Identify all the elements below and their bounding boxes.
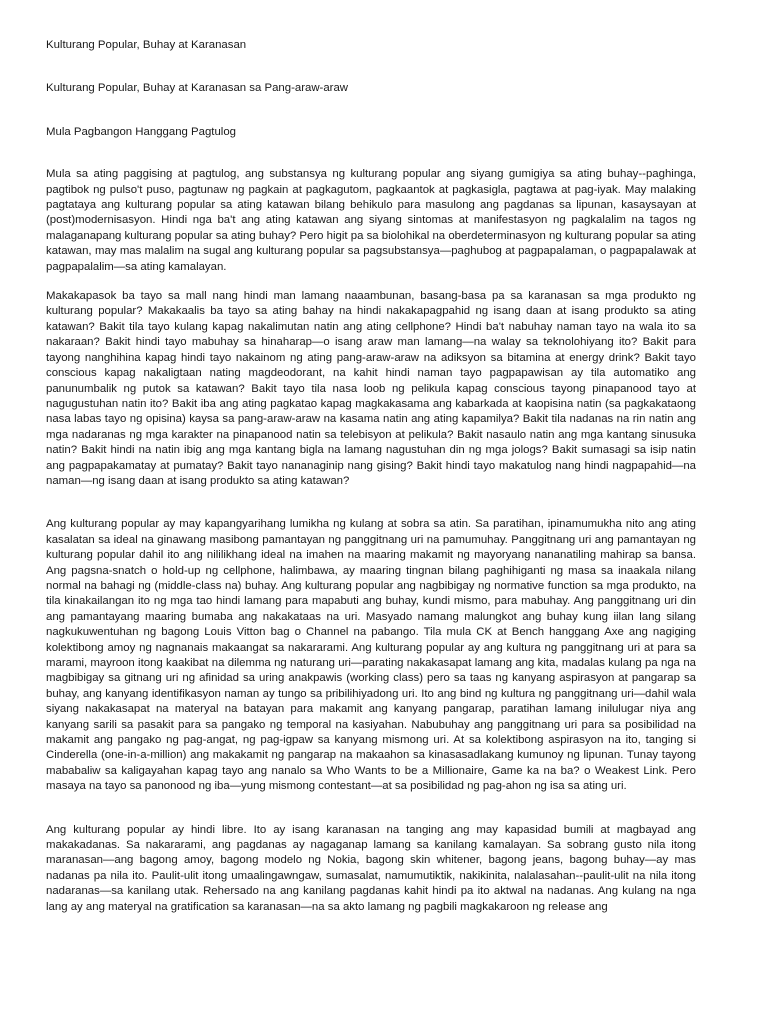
document-subtitle: Kulturang Popular, Buhay at Karanasan sa Pang-araw-araw [46, 82, 349, 95]
paragraph-4: Ang kulturang popular ay hindi libre. Ito ay isang karanasan na tanging ang may kapasidad bumili at magbayad ang makakadanas. Sa nakararami, ang pagdanas ay nagaganap lamang sa kanilang kamalayan. Sa sobrang gusto nila itong maranasan—ang bagong amoy, bagong modelo ng Nokia, bagong skin whitener, bagong jeans, bagong buhay—ay mas nadanas pa nila ito. Paulit-ulit itong umaalingawngaw, sumasalat, namumutiktik, nakikinita, nalalasahan--paulit-ulit na nila itong nadaranas—sa kanilang utak. Rehersado na ang kanilang pagdanas kahit hindi pa ito aktwal na nadanas. Ang kulang na nga lang ay ang materyal na gratification sa karanasan—na sa akto lamang ng pagbili magkakaroon ng release ang [46, 823, 696, 913]
section-title: Mula Pagbangon Hanggang Pagtulog [46, 125, 236, 138]
paragraph-1: Mula sa ating paggising at pagtulog, ang substansya ng kulturang popular ang siyang gumigiya sa ating buhay--paghinga, pagtibok ng pulso't puso, pagtunaw ng pagkain at pagkagutom, pagkaantok at pagkasigla, pagtawa at pag-iyak. May malaking pagtataya ang kulturang popular sa ating katawan bilang behikulo para masulong ang pagdanas sa lipunan, kasaysayan at (post)modernisasyon. Hindi nga ba't ang ating katawan ang siyang sintomas at manifestasyon ng pagkalalim na tagos ng malaganapang kulturang popular sa ating buhay? Pero higit pa sa biolohikal na oberdeterminasyon ng kulturang popular sa ating katawan, may mas malalim na sugal ang kulturang popular sa pagsubstansya—paghubog at pagpapalaman, o pagpapalawak at pagpapalalim—sa ating kamalayan. [46, 168, 696, 273]
document-title: Kulturang Popular, Buhay at Karanasan [46, 39, 247, 51]
paragraph-2: Makakapasok ba tayo sa mall nang hindi man lamang naaambunan, basang-basa pa sa karanasan sa mga produkto ng kulturang popular? Makakaalis ba tayo sa ating bahay na hindi nakakapagpahid ng isang daan at isang produkto sa ating katawan? Bakit tila tayo kulang kapag nakalimutan natin ang ating cellphone? Hindi ba't nabuhay naman tayo na wala ito sa nakaraan? Bakit hindi tayo mabuhay sa hinaharap—o isang araw man lamang—na walay sa teknolohiyang ito? Bakit para tayong nanghihina kapag hindi tayo nakainom ng ating pang-araw-araw na adiksyon sa bitamina at energy drink? Bakit tayo conscious kapag nakaligtaan nating magdeodorant, na kahit hindi naman tayo pagpapawisan ay tila automatiko ang panunumbalik ng putok sa katawan? Bakit tayo tila nasa loob ng pelikula kapag conscious tayong pinapanood tayo at nagugustuhan natin ito? Bakit iba ang ating pagkatao kapag magkakasama ang kabarkada at kaopisina natin (sa pagkakataong nasa labas tayo ng opisina) kaysa sa pang-araw-araw na kasama natin ang ating kapamilya? Bakit tila nadanas na rin natin ang mga nadaranas ng mga karakter na pinapanood natin sa telebisyon at pelikula? Bakit nasaulo natin ang mga kantang sinusuka natin? Bakit hindi na natin ibig ang mga kantang bigla na lamang nagustuhan din ng mga jologs? Bakit sumasagi sa isip natin ang pagpapakamatay at pumatay? Bakit tayo nananaginip nang gising? Bakit hindi tayo makatulog nang hindi nagpapahid—na naman—ng isang daan at isang produkto sa ating katawan? [46, 290, 696, 487]
paragraph-3: Ang kulturang popular ay may kapangyarihang lumikha ng kulang at sobra sa atin. Sa paratihan, ipinamumukha nito ang ating kasalatan sa ideal na ginawang masibong pamantayan ng panggitnang uri na pamumuhay. Panggitnang uri ang pamantayan ng kulturang popular dahil ito ang nililikhang ideal na imahen na maaring makamit ng mayoryang nananatiling mahirap sa bansa. Ang pagsna-snatch o hold-up ng cellphone, halimbawa, ay maaring tingnan bilang paghihiganti ng masa sa inaakala nilang normal na bahagi ng (middle-class na) buhay. Ang kulturang popular ang nagbibigay ng normative function sa mga produkto, na tila kinakailangan ito ng mga tao hindi lamang para mapabuti ang buhay, kundi mismo, para mabuhay. Ang panggitnang uri din ang pamantayang maaring bumaba ang nakakataas na uri. Masyado namang malungkot ang buhay kung iilan lang silang nagkukuwentuhan ng bagong Louis Vitton bag o Channel na pabango. Tila mula CK at Bench hanggang Axe ang nagiging kolektibong amoy ng nagnanais makaangat sa nakararami. Ang kulturang popular ay ang kultura ng panggitnang uri at para sa marami, mayroon itong kaakibat na dilemma ng naturang uri—parating nakakasapat lamang ang kita, madalas kulang pa nga na magbibigay sa gitnang uri ng afinidad sa uring anakpawis (working class) pero sa taas ng kanyang aspirasyon at pangarap sa buhay, ang kanyang identifikasyon naman ay tungo sa pribilihiyadong uri. Ito ang bind ng kultura ng panggitnang uri—dahil wala siyang nakakasapat na materyal na batayan para makamit ang kanyang pangarap, paratihan lamang inilulugar niya ang kanyang sarili sa pasakit para sa pangako ng temporal na kasiyahan. Nabubuhay ang panggitnang uri para sa posibilidad na makamit ang pangako ng pag-angat, ng pag-igpaw sa kanyang mismong uri. At sa kolektibong aspirasyon na ito, tanging si Cinderella (one-in-a-million) ang makakamit ng pangarap na makaahon sa kinasasadlakang kumunoy ng lipunan. Tunay tayong mababaliw sa kaligayahan kapag tayo ang nanalo sa Who Wants to be a Millionaire, Game ka na ba? o Weakest Link. Pero masaya na tayo sa panonood ng iba—yung mismong contestant—at sa posibilidad ng pag-ahon ng isa sa ating uri. [46, 518, 696, 793]
